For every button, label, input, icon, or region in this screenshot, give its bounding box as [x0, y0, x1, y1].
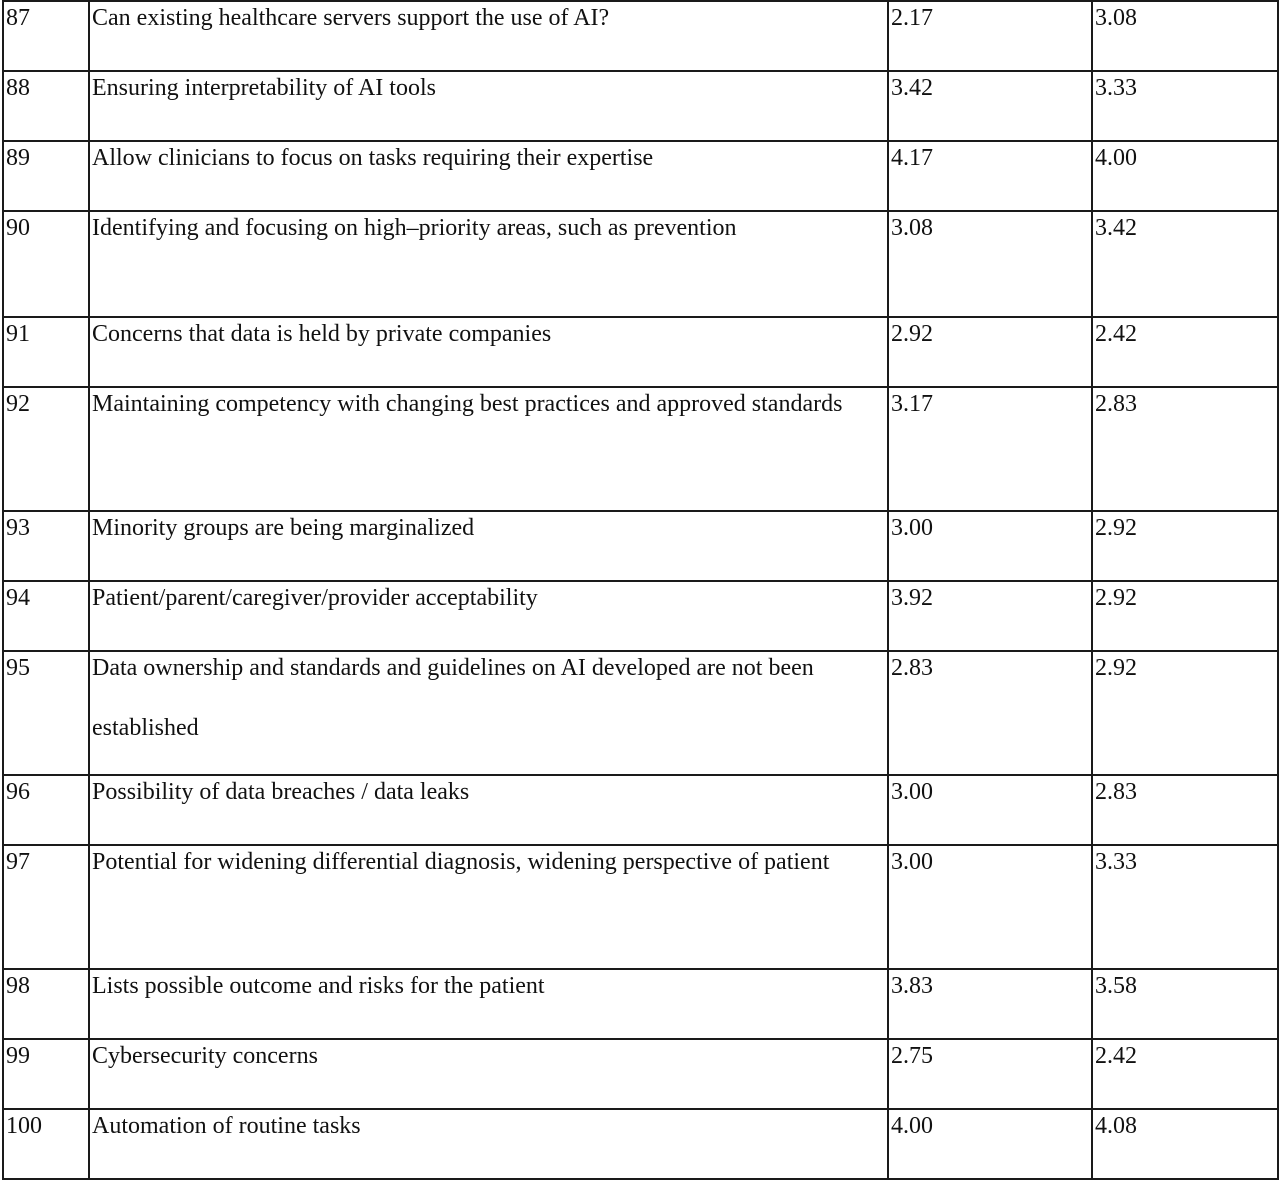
score-b: 2.83: [1092, 387, 1278, 511]
score-a: 4.00: [888, 1109, 1092, 1179]
item-text: Cybersecurity concerns: [89, 1039, 888, 1109]
row-number: 87: [3, 1, 89, 71]
item-text: Patient/parent/caregiver/provider acceptability: [89, 581, 888, 651]
score-a: 3.92: [888, 581, 1092, 651]
item-text: Potential for widening differential diagnosis, widening perspective of patient: [89, 845, 888, 969]
item-text: Can existing healthcare servers support the use of AI?: [89, 1, 888, 71]
item-text: Maintaining competency with changing best practices and approved standards: [89, 387, 888, 511]
score-b: 3.08: [1092, 1, 1278, 71]
row-number: 97: [3, 845, 89, 969]
score-a: 3.00: [888, 845, 1092, 969]
score-b: 4.00: [1092, 141, 1278, 211]
item-text: Allow clinicians to focus on tasks requiring their expertise: [89, 141, 888, 211]
score-b: 2.42: [1092, 317, 1278, 387]
score-a: 2.75: [888, 1039, 1092, 1109]
item-text: Possibility of data breaches / data leaks: [89, 775, 888, 845]
row-number: 89: [3, 141, 89, 211]
score-a: 3.42: [888, 71, 1092, 141]
score-b: 2.92: [1092, 581, 1278, 651]
row-number: 88: [3, 71, 89, 141]
score-a: 3.83: [888, 969, 1092, 1039]
row-number: 100: [3, 1109, 89, 1179]
score-a: 3.08: [888, 211, 1092, 317]
table-row: [3, 211, 1278, 317]
item-text: Minority groups are being marginalized: [89, 511, 888, 581]
row-number: 98: [3, 969, 89, 1039]
score-b: 3.58: [1092, 969, 1278, 1039]
score-b: 3.42: [1092, 211, 1278, 317]
score-b: 2.92: [1092, 511, 1278, 581]
item-text: Identifying and focusing on high–priority areas, such as prevention: [89, 211, 888, 317]
score-b: 2.92: [1092, 651, 1278, 775]
row-number: 92: [3, 387, 89, 511]
ratings-table: [2, 0, 1279, 1180]
item-text: Concerns that data is held by private companies: [89, 317, 888, 387]
score-b: 3.33: [1092, 71, 1278, 141]
item-text: Data ownership and standards and guidelines on AI developed are not been established: [89, 651, 888, 775]
score-a: 2.17: [888, 1, 1092, 71]
score-a: 3.00: [888, 511, 1092, 581]
row-number: 93: [3, 511, 89, 581]
row-number: 94: [3, 581, 89, 651]
table-row: [3, 651, 1278, 775]
table-row: [3, 387, 1278, 511]
score-a: 4.17: [888, 141, 1092, 211]
item-text: Ensuring interpretability of AI tools: [89, 71, 888, 141]
score-b: 3.33: [1092, 845, 1278, 969]
row-number: 96: [3, 775, 89, 845]
table-row: [3, 845, 1278, 969]
score-b: 2.42: [1092, 1039, 1278, 1109]
row-number: 99: [3, 1039, 89, 1109]
item-text: Lists possible outcome and risks for the patient: [89, 969, 888, 1039]
row-number: 95: [3, 651, 89, 775]
score-b: 4.08: [1092, 1109, 1278, 1179]
score-a: 3.17: [888, 387, 1092, 511]
row-number: 91: [3, 317, 89, 387]
item-text: Automation of routine tasks: [89, 1109, 888, 1179]
score-a: 2.92: [888, 317, 1092, 387]
table-row: [3, 1109, 1278, 1179]
score-a: 3.00: [888, 775, 1092, 845]
score-b: 2.83: [1092, 775, 1278, 845]
row-number: 90: [3, 211, 89, 317]
score-a: 2.83: [888, 651, 1092, 775]
